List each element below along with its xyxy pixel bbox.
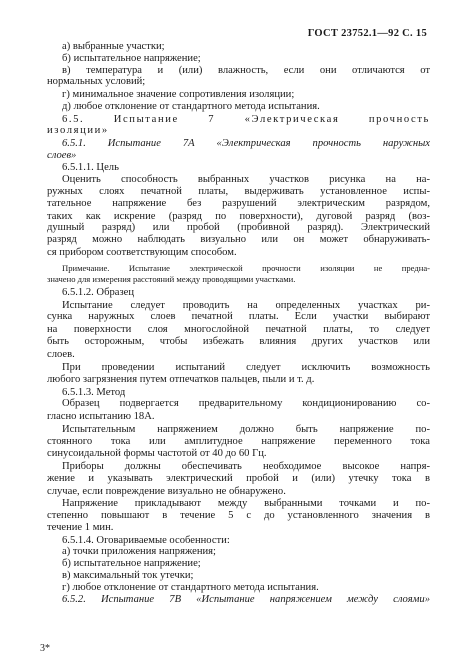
page-footer-mark: 3* bbox=[40, 643, 50, 654]
text-line: тательное напряжение без разрушений электрическим разрядом, bbox=[47, 197, 430, 209]
text-line: гласно испытанию 18А. bbox=[47, 411, 155, 423]
text-line: течение 1 мин. bbox=[47, 521, 114, 533]
text-line: синусоидальной формы частотой от 40 до 60 Гц. bbox=[47, 448, 267, 460]
text-line: ружных слоях печатной платы, выдерживать установленное испы- bbox=[47, 186, 430, 198]
text-line: сунка наружных слоев печатной платы. Если участки выбирают bbox=[47, 311, 430, 323]
section-heading: 6.5. Испытание 7 «Электрическая прочность bbox=[62, 113, 430, 125]
paragraph-heading: 6.5.1.4. Оговариваемые особенности: bbox=[62, 534, 230, 546]
text-line: Образец подвергается предварительному кондиционированию со- bbox=[62, 398, 430, 410]
text-line: жение и указывать электрический пробой и (или) утечку тока в bbox=[47, 472, 430, 484]
section-heading: изоляции» bbox=[47, 125, 109, 137]
text-line: нормальных условий; bbox=[47, 76, 146, 88]
text-line: душный разряд) или пробой (пробивной разряд). Электрический bbox=[47, 222, 430, 234]
text-line: на поверхности слоя многослойной печатной платы, то следует bbox=[47, 324, 430, 336]
text-line: Испытание следует проводить на определенных участках ри- bbox=[62, 299, 430, 311]
note-line: значено для измерения расстояний между проводящими участками. bbox=[47, 274, 296, 285]
paragraph-heading: 6.5.1.3. Метод bbox=[62, 386, 126, 398]
text-line: случае, если повреждение визуально не обнаружено. bbox=[47, 485, 286, 497]
text-line: стоянного тока или амплитудное напряжение переменного тока bbox=[47, 435, 430, 447]
text-line: быть осторожным, чтобы избежать влияния других участков или bbox=[47, 335, 430, 347]
text-line: любого загрязнения путем отпечатков пальцев, пыли и т. д. bbox=[47, 373, 315, 385]
text-line: таких как искрение (разряд по поверхности), дуговой разряд (воз- bbox=[47, 210, 430, 222]
text-line: а) точки приложения напряжения; bbox=[62, 546, 216, 558]
text-line: в) максимальный ток утечки; bbox=[62, 569, 194, 581]
text-line: Напряжение прикладывают между выбранными точками и по- bbox=[62, 498, 430, 510]
subsection-heading: 6.5.2. Испытание 7В «Испытание напряжением между слоями» bbox=[62, 593, 430, 605]
text-line: При проведении испытаний следует исключить возможность bbox=[62, 362, 430, 374]
text-line: д) любое отклонение от стандартного метода испытания. bbox=[62, 100, 320, 112]
text-line: слоев. bbox=[47, 348, 75, 360]
text-line: б) испытательное напряжение; bbox=[62, 558, 201, 570]
note-line: Примечание. Испытание электрической прочности изоляции не предна- bbox=[62, 263, 430, 274]
text-line: разряд можно наблюдать визуально или он может обнаруживать- bbox=[47, 234, 430, 246]
text-line: г) любое отклонение от стандартного метода испытания. bbox=[62, 581, 319, 593]
text-line: Оценить способность выбранных участков рисунка на на- bbox=[62, 174, 430, 186]
subsection-heading: слоев» bbox=[47, 149, 77, 161]
paragraph-heading: 6.5.1.1. Цель bbox=[62, 161, 119, 173]
text-line: б) испытательное напряжение; bbox=[62, 52, 201, 64]
text-line: Испытательным напряжением должно быть напряжение по- bbox=[62, 423, 430, 435]
text-line: ся прибором соответствующим способом. bbox=[47, 246, 237, 258]
text-line: г) минимальное значение сопротивления изоляции; bbox=[62, 89, 295, 101]
text-line: Приборы должны обеспечивать необходимое высокое напря- bbox=[62, 461, 430, 473]
paragraph-heading: 6.5.1.2. Образец bbox=[62, 286, 135, 298]
page-header: ГОСТ 23752.1—92 С. 15 bbox=[307, 28, 427, 39]
text-line: а) выбранные участки; bbox=[62, 41, 165, 52]
text-line: в) температура и (или) влажность, если они отличаются от bbox=[62, 64, 430, 76]
subsection-heading: 6.5.1. Испытание 7А «Электрическая прочность наружных bbox=[62, 138, 430, 150]
text-line: степенно повышают в течение 5 с до установленного значения в bbox=[47, 510, 430, 522]
